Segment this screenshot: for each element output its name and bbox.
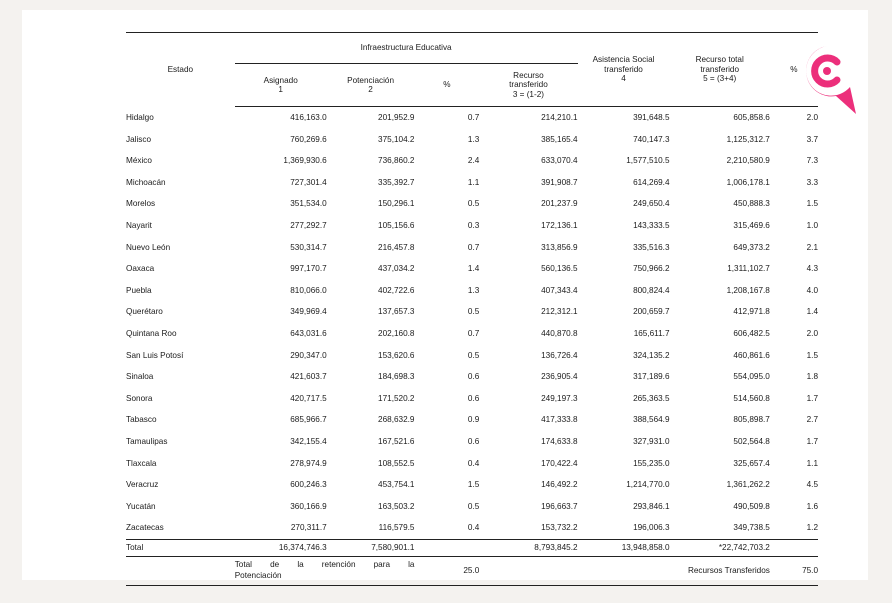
cell-recurso-total: 1,311,102.7 xyxy=(727,264,770,274)
cell-asignado: 270,311.7 xyxy=(290,523,327,533)
cell-pct: 0.4 xyxy=(467,523,480,533)
cell-asistencia: 200,659.7 xyxy=(633,307,670,317)
cell-estado: Sinaloa xyxy=(126,372,154,382)
cell-recurso-total: 606,482.5 xyxy=(733,329,770,339)
cell-recurso-total: 502,564.8 xyxy=(733,436,770,446)
cell-recurso: 172,136.1 xyxy=(541,221,578,231)
table-row xyxy=(126,496,818,518)
cell-recurso: 417,333.8 xyxy=(541,415,578,425)
header-asignado: Asignado 1 xyxy=(235,64,327,107)
table-row xyxy=(126,129,818,151)
cell-pct-total: 1.5 xyxy=(806,199,818,209)
table-row xyxy=(126,107,818,129)
cell-asignado: 600,246.3 xyxy=(290,480,327,490)
cell-pct: 1.4 xyxy=(467,264,480,274)
cell-recurso: 407,343.4 xyxy=(541,285,578,295)
table-row xyxy=(126,474,818,496)
cell-recurso-total: 412,971.8 xyxy=(733,307,770,317)
cell-pct: 0.5 xyxy=(467,307,480,317)
cell-recurso: 236,905.4 xyxy=(541,372,578,382)
cell-pct-total: 1.4 xyxy=(806,307,818,317)
cell-estado: Tabasco xyxy=(126,415,157,425)
cell-estado: Veracruz xyxy=(126,480,159,490)
cell-asistencia: 143,333.5 xyxy=(633,221,670,231)
table-header xyxy=(126,33,818,107)
cell-potenciacion: 216,457.8 xyxy=(378,242,415,252)
cell-pct-total: 1.6 xyxy=(806,501,818,511)
cell-pct: 0.7 xyxy=(467,329,480,339)
cell-pct-total: 1.2 xyxy=(806,523,818,533)
table-row xyxy=(126,193,818,215)
cell-recurso-total: 1,006,178.1 xyxy=(726,177,770,187)
cell-potenciacion: 163,503.2 xyxy=(378,501,415,511)
cell-recurso-total: 805,898.7 xyxy=(733,415,770,425)
cell-asistencia: 391,648.5 xyxy=(633,113,670,123)
cell-recurso-total: 460,861.6 xyxy=(733,350,770,360)
cell-pct: 0.7 xyxy=(467,242,480,252)
cell-estado: San Luis Potosí xyxy=(126,350,184,360)
cell-pct: 2.4 xyxy=(467,156,480,166)
cell-pct-total: 1.8 xyxy=(806,372,818,382)
cell-pct-total: 2.7 xyxy=(806,415,818,425)
cell-recurso: 313,856.9 xyxy=(541,242,578,252)
cell-recurso-total: 490,509.8 xyxy=(733,501,770,511)
cell-pct: 0.5 xyxy=(467,501,480,511)
cell-potenciacion: 105,156.6 xyxy=(378,221,415,231)
table-row xyxy=(126,366,818,388)
cell-potenciacion: 736,860.2 xyxy=(378,156,415,166)
cell-recurso: 212,312.1 xyxy=(541,307,578,317)
cell-asistencia: 327,931.0 xyxy=(633,436,670,446)
total-potenciacion: 7,580,901.1 xyxy=(327,539,415,556)
cell-asistencia: 249,650.4 xyxy=(633,199,670,209)
table-row xyxy=(126,345,818,367)
cell-asignado: 530,314.7 xyxy=(290,242,327,252)
cell-asistencia: 324,135.2 xyxy=(633,350,670,360)
cell-potenciacion: 402,722.6 xyxy=(378,285,415,295)
cell-pct: 1.3 xyxy=(467,134,480,144)
cell-pct: 0.5 xyxy=(467,199,480,209)
table-row xyxy=(126,388,818,410)
cell-potenciacion: 171,520.2 xyxy=(378,393,415,403)
cell-asignado: 727,301.4 xyxy=(290,177,327,187)
table-row xyxy=(126,215,818,237)
cell-pct-total: 1.1 xyxy=(806,458,818,468)
cell-asignado: 349,969.4 xyxy=(290,307,327,317)
cell-estado: México xyxy=(126,156,152,166)
total-recurso: 8,793,845.2 xyxy=(479,539,577,556)
cell-estado: Nayarit xyxy=(126,221,152,231)
cell-potenciacion: 335,392.7 xyxy=(378,177,415,187)
cell-recurso: 633,070.4 xyxy=(541,156,578,166)
cell-pct-total: 1.7 xyxy=(806,393,818,403)
cell-recurso: 391,908.7 xyxy=(541,177,578,187)
cell-pct-total: 4.3 xyxy=(806,264,818,274)
table-row xyxy=(126,409,818,431)
transferidos-label: Recursos Transferidos xyxy=(578,556,770,585)
cell-asignado: 342,155.4 xyxy=(290,436,327,446)
cell-pct-total: 7.3 xyxy=(806,156,818,166)
cell-asistencia: 1,214,770.0 xyxy=(626,480,670,490)
cell-pct-total: 1.7 xyxy=(806,436,818,446)
cell-pct-total: 1.0 xyxy=(806,221,818,231)
cell-recurso: 560,136.5 xyxy=(541,264,578,274)
cell-potenciacion: 202,160.8 xyxy=(378,329,415,339)
cell-recurso-total: 450,888.3 xyxy=(733,199,770,209)
cell-pct: 0.9 xyxy=(467,415,480,425)
cell-estado: Morelos xyxy=(126,199,156,209)
cell-pct: 0.6 xyxy=(467,393,480,403)
cell-asignado: 416,163.0 xyxy=(290,113,327,123)
header-estado: Estado xyxy=(167,65,194,75)
table-row xyxy=(126,301,818,323)
header-pct: % xyxy=(414,64,479,107)
cell-potenciacion: 137,657.3 xyxy=(378,307,415,317)
table-row xyxy=(126,323,818,345)
cell-pct: 1.1 xyxy=(467,177,480,187)
cell-potenciacion: 437,034.2 xyxy=(378,264,415,274)
cell-estado: Tlaxcala xyxy=(126,458,157,468)
cell-recurso: 146,492.2 xyxy=(541,480,578,490)
cell-pct-total: 1.5 xyxy=(806,350,818,360)
cell-potenciacion: 453,754.1 xyxy=(378,480,415,490)
cell-asignado: 290,347.0 xyxy=(290,350,327,360)
footer-row xyxy=(126,556,818,585)
cell-recurso-total: 315,469.6 xyxy=(733,221,770,231)
cell-estado: Sonora xyxy=(126,393,153,403)
brand-c-logo-icon xyxy=(796,40,858,120)
cell-recurso: 170,422.4 xyxy=(541,458,578,468)
table-row xyxy=(126,150,818,172)
cell-pct-total: 2.0 xyxy=(806,329,818,339)
table-row xyxy=(126,280,818,302)
cell-recurso: 153,732.2 xyxy=(541,523,578,533)
cell-recurso: 196,663.7 xyxy=(541,501,578,511)
cell-pct-total: 2.1 xyxy=(806,242,818,252)
total-row xyxy=(126,539,818,556)
cell-potenciacion: 167,521.6 xyxy=(378,436,415,446)
cell-asignado: 278,974.9 xyxy=(290,458,327,468)
cell-recurso: 440,870.8 xyxy=(541,329,578,339)
allocation-table xyxy=(126,32,818,586)
cell-asignado: 643,031.6 xyxy=(290,329,327,339)
cell-estado: Nuevo León xyxy=(126,242,171,252)
cell-recurso: 214,210.1 xyxy=(541,113,578,123)
cell-asignado: 1,369,930.6 xyxy=(283,156,327,166)
cell-asistencia: 196,006.3 xyxy=(633,523,670,533)
cell-pct-total: 3.3 xyxy=(806,177,818,187)
cell-estado: Hidalgo xyxy=(126,112,154,122)
cell-potenciacion: 184,698.3 xyxy=(378,372,415,382)
cell-asignado: 685,966.7 xyxy=(290,415,327,425)
cell-pct-total: 3.7 xyxy=(806,134,818,144)
cell-recurso-total: 2,210,580.9 xyxy=(726,156,770,166)
header-pct-total: % xyxy=(770,33,818,107)
cell-recurso-total: 514,560.8 xyxy=(733,393,770,403)
cell-asignado: 810,066.0 xyxy=(290,285,327,295)
cell-asistencia: 1,577,510.5 xyxy=(626,156,670,166)
cell-asistencia: 800,824.4 xyxy=(633,285,670,295)
cell-pct: 0.5 xyxy=(467,350,480,360)
table-row xyxy=(126,517,818,539)
total-recurso-total: *22,742,703.2 xyxy=(670,539,770,556)
cell-asignado: 997,170.7 xyxy=(290,264,327,274)
cell-pct: 0.7 xyxy=(467,113,480,123)
cell-estado: Querétaro xyxy=(126,307,163,317)
table-row xyxy=(126,237,818,259)
transferidos-value: 75.0 xyxy=(770,556,818,585)
cell-recurso: 385,165.4 xyxy=(541,134,578,144)
cell-recurso-total: 1,125,312.7 xyxy=(726,134,770,144)
cell-recurso-total: 554,095.0 xyxy=(733,372,770,382)
cell-recurso-total: 1,361,262.2 xyxy=(726,480,770,490)
cell-estado: Michoacán xyxy=(126,177,166,187)
cell-pct: 1.3 xyxy=(467,285,480,295)
cell-asistencia: 155,235.0 xyxy=(633,458,670,468)
header-infraestructura: Infraestructura Educativa xyxy=(235,33,578,64)
cell-potenciacion: 150,296.1 xyxy=(378,199,415,209)
cell-recurso: 201,237.9 xyxy=(541,199,578,209)
table-row xyxy=(126,431,818,453)
cell-estado: Jalisco xyxy=(126,134,152,144)
cell-pct-total: 2.0 xyxy=(806,113,818,123)
header-recurso: Recurso transferido 3 = (1-2) xyxy=(479,64,577,107)
cell-asistencia: 614,269.4 xyxy=(633,177,670,187)
cell-asistencia: 750,966.2 xyxy=(633,264,670,274)
cell-pct-total: 4.5 xyxy=(806,480,818,490)
cell-estado: Zacatecas xyxy=(126,523,164,533)
total-asignado: 16,374,746.3 xyxy=(235,539,327,556)
total-label: Total xyxy=(126,539,235,556)
cell-potenciacion: 375,104.2 xyxy=(378,134,415,144)
cell-pct: 1.5 xyxy=(467,480,480,490)
cell-potenciacion: 268,632.9 xyxy=(378,415,415,425)
cell-recurso: 249,197.3 xyxy=(541,393,578,403)
cell-recurso-total: 605,858.6 xyxy=(733,113,770,123)
cell-potenciacion: 116,579.5 xyxy=(378,523,415,533)
cell-asistencia: 165,611.7 xyxy=(633,329,670,339)
cell-potenciacion: 201,952.9 xyxy=(378,113,415,123)
cell-estado: Puebla xyxy=(126,285,152,295)
cell-asignado: 421,603.7 xyxy=(290,372,327,382)
document-page xyxy=(22,10,868,580)
cell-recurso: 136,726.4 xyxy=(541,350,578,360)
cell-asignado: 360,166.9 xyxy=(290,501,327,511)
cell-asistencia: 293,846.1 xyxy=(633,501,670,511)
header-recurso-total: Recurso total transferido 5 = (3+4) xyxy=(670,33,770,107)
cell-pct: 0.3 xyxy=(467,221,480,231)
cell-asistencia: 335,516.3 xyxy=(633,242,670,252)
cell-asistencia: 740,147.3 xyxy=(633,134,670,144)
cell-asistencia: 317,189.6 xyxy=(633,372,670,382)
cell-pct-total: 4.0 xyxy=(806,285,818,295)
table-row xyxy=(126,172,818,194)
retencion-value: 25.0 xyxy=(414,556,479,585)
cell-asistencia: 265,363.5 xyxy=(633,393,670,403)
cell-asignado: 420,717.5 xyxy=(290,393,327,403)
total-asistencia: 13,948,858.0 xyxy=(578,539,670,556)
cell-asignado: 760,269.6 xyxy=(290,134,327,144)
table-row xyxy=(126,453,818,475)
cell-asistencia: 388,564.9 xyxy=(633,415,670,425)
cell-asignado: 351,534.0 xyxy=(290,199,327,209)
cell-recurso-total: 1,208,167.8 xyxy=(726,285,770,295)
cell-estado: Yucatán xyxy=(126,501,156,511)
cell-estado: Tamaulipas xyxy=(126,436,168,446)
cell-asignado: 277,292.7 xyxy=(290,221,327,231)
cell-recurso-total: 649,373.2 xyxy=(733,242,770,252)
cell-recurso-total: 349,738.5 xyxy=(733,523,770,533)
cell-estado: Quintana Roo xyxy=(126,329,177,339)
retencion-label: Total de la retención para la Potenciación xyxy=(235,556,415,585)
cell-estado: Oaxaca xyxy=(126,264,155,274)
cell-recurso: 174,633.8 xyxy=(541,436,578,446)
table-row xyxy=(126,258,818,280)
cell-potenciacion: 108,552.5 xyxy=(378,458,415,468)
cell-pct: 0.4 xyxy=(467,458,480,468)
table-body xyxy=(126,107,818,540)
cell-pct: 0.6 xyxy=(467,372,480,382)
header-potenciacion: Potenciación 2 xyxy=(327,64,415,107)
cell-potenciacion: 153,620.6 xyxy=(378,350,415,360)
cell-pct: 0.6 xyxy=(467,436,480,446)
header-asistencia: Asistencia Social transferido 4 xyxy=(578,33,670,107)
cell-recurso-total: 325,657.4 xyxy=(733,458,770,468)
